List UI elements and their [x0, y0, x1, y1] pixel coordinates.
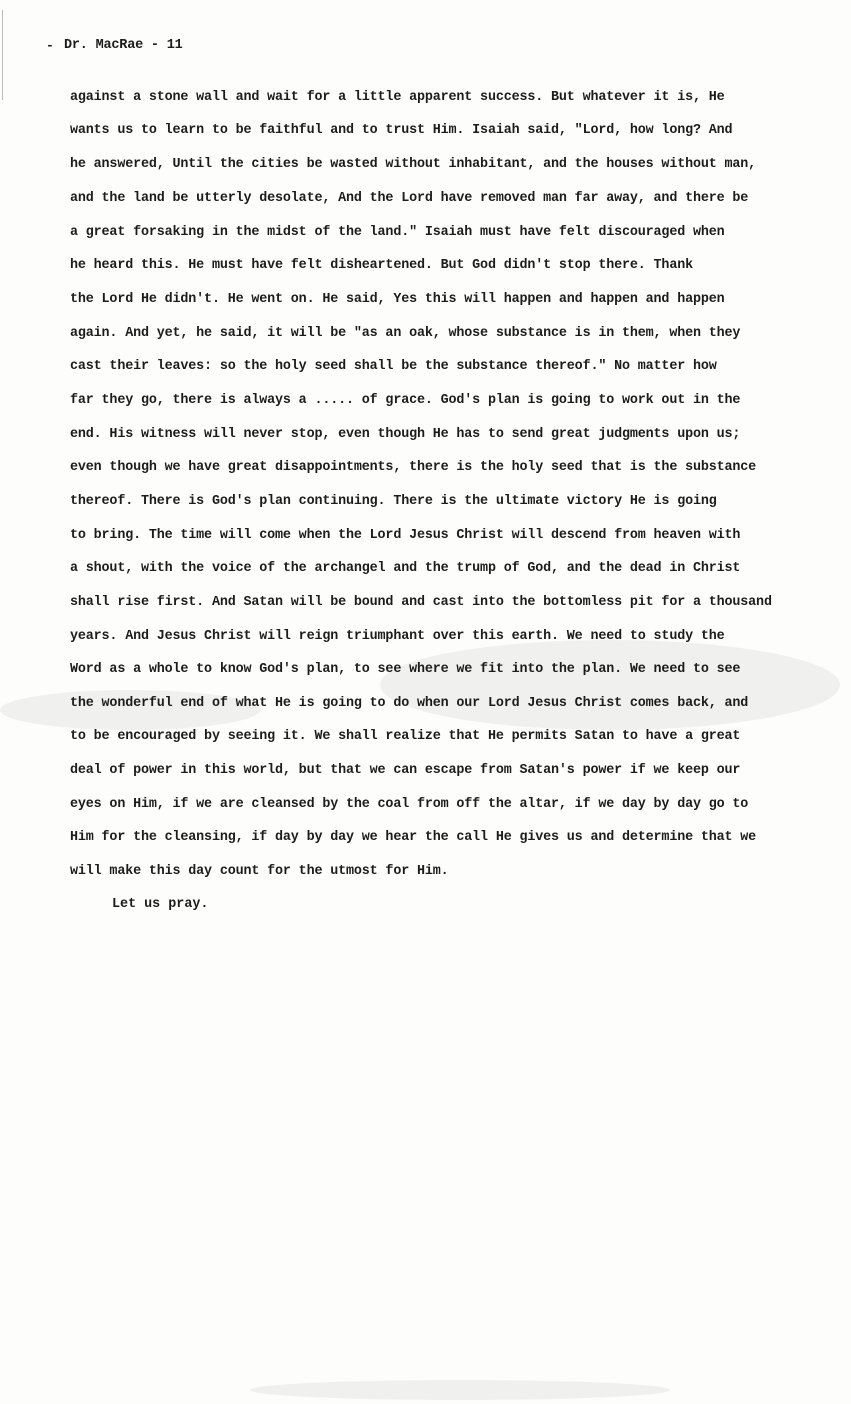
paper-smudge: [250, 1380, 670, 1400]
text-line: a shout, with the voice of the archangel and the trump of God, and the dead in Christ: [70, 561, 741, 576]
text-line: cast their leaves: so the holy seed shall be the substance thereof." No matter how: [70, 359, 717, 374]
text-line: and the land be utterly desolate, And the Lord have removed man far away, and there be: [70, 191, 749, 206]
text-line: will make this day count for the utmost for Him.: [70, 864, 449, 879]
text-line: he heard this. He must have felt disheartened. But God didn't stop there. Thank: [70, 258, 693, 273]
text-line: end. His witness will never stop, even though He has to send great judgments upon us;: [70, 427, 741, 442]
text-line: shall rise first. And Satan will be bound and cast into the bottomless pit for a thousand: [70, 595, 772, 610]
paper-smudge: [380, 640, 840, 730]
text-line: again. And yet, he said, it will be "as an oak, whose substance is in them, when they: [70, 326, 741, 341]
text-line: deal of power in this world, but that we can escape from Satan's power if we keep our: [70, 763, 741, 778]
text-line: he answered, Until the cities be wasted without inhabitant, and the houses without man,: [70, 157, 757, 172]
text-line: wants us to learn to be faithful and to trust Him. Isaiah said, "Lord, how long? And: [70, 123, 733, 138]
header-mark: -: [46, 38, 54, 53]
text-line: the Lord He didn't. He went on. He said, Yes this will happen and happen and happen: [70, 292, 725, 307]
text-line: thereof. There is God's plan continuing. There is the ultimate victory He is going: [70, 494, 717, 509]
page-header: Dr. MacRae - 11: [64, 38, 183, 53]
text-line: Him for the cleansing, if day by day we hear the call He gives us and determine that we: [70, 830, 757, 845]
text-line: even though we have great disappointments, there is the holy seed that is the substance: [70, 460, 757, 475]
text-line: far they go, there is always a ..... of grace. God's plan is going to work out in the: [70, 393, 741, 408]
text-line: eyes on Him, if we are cleansed by the coal from off the altar, if we day by day go to: [70, 797, 749, 812]
left-edge-mark: [2, 10, 3, 100]
text-line: to be encouraged by seeing it. We shall realize that He permits Satan to have a great: [70, 729, 741, 744]
closing-line: Let us pray.: [112, 897, 209, 912]
text-line: to bring. The time will come when the Lord Jesus Christ will descend from heaven with: [70, 528, 741, 543]
text-line: a great forsaking in the midst of the land." Isaiah must have felt discouraged when: [70, 225, 725, 240]
text-line: years. And Jesus Christ will reign triumphant over this earth. We need to study the: [70, 629, 725, 644]
text-line: Word as a whole to know God's plan, to see where we fit into the plan. We need to see: [70, 662, 741, 677]
text-line: the wonderful end of what He is going to do when our Lord Jesus Christ comes back, and: [70, 696, 749, 711]
text-line: against a stone wall and wait for a little apparent success. But whatever it is, He: [70, 90, 725, 105]
